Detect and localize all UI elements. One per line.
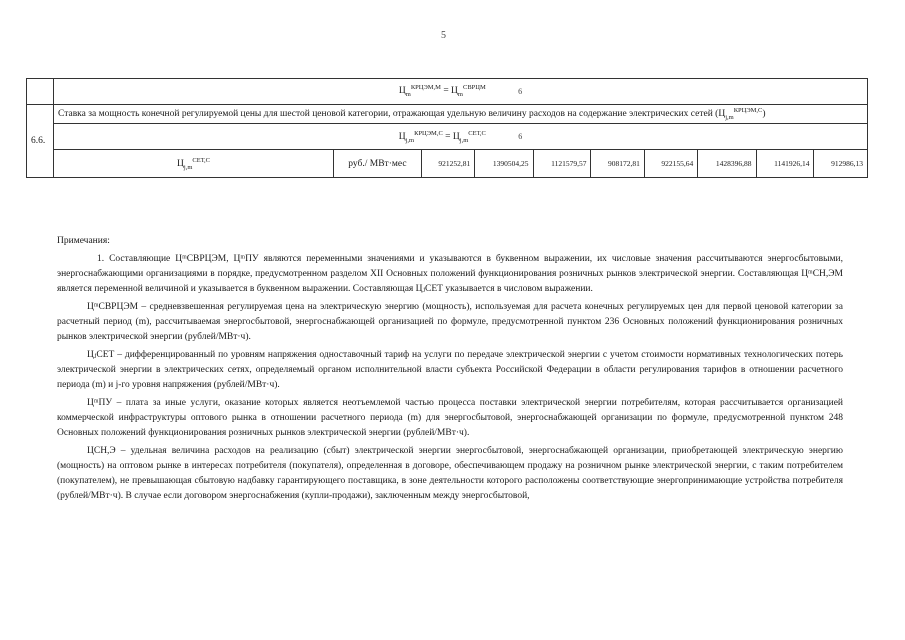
row-number: 6.6. [27,105,54,178]
formula-symbol: Ц [398,86,406,97]
value-cell: 1141926,14 [756,150,814,178]
formula-symbol: Ц [398,131,406,142]
formula-row-2 [27,124,868,150]
description-sub: j,m [725,114,734,122]
label-sub: j,m [183,163,193,171]
description-text: Ставка за мощность конечной регулируемой цены для шестой ценовой категории, отражающая удельную величину расходов на содержание электрических сетей (Ц [58,109,726,120]
formula-sup: СВРЦМ [462,84,486,92]
formula-sub: j,m [459,136,469,144]
tariff-table [26,78,868,178]
data-row [27,150,868,178]
note-paragraph-3: ЦⱼСЕТ – дифференцированный по уровням напряжения одноставочный тариф на услуги по передаче электрической энергии с учетом стоимости нормативных технологических потерь электрической энергии в электрических сетях, определяемый органом исполнительной власти субъекта Российской Федерации в области регулирования тарифов в отношении расчетного периода (m) и j-го уровня напряжения (рублей/МВт·ч). [57,350,843,390]
value-cell: 908172,81 [591,150,644,178]
note-paragraph-4: ЦᵐПУ – плата за иные услуги, оказание которых является неотъемлемой частью процесса поставки электрической энергии потребителям, которая рассчитывается организацией коммерческой инфраструктуры оптового рынка в отношении расчетного периода (m) для энергосбытовой, энергоснабжающей организации по формуле, предусмотренной пунктом 248 Основных положений функционирования розничных рынков электрической энергии (рублей/МВт·ч). [57,398,843,438]
formula-row-1 [27,79,868,105]
formula-sup: СЕТ,С [468,129,486,137]
note-paragraph-1: 1. Составляющие ЦᵐСВРЦЭМ, ЦᵐПУ являются переменными значениями и указываются в буквенном выражении, их числовые значения рассчитываются энергосбытовыми, энергоснабжающими организациями в порядке, предусмотренном разделом XII Основных положений функционирования розничных рынков электрической энергии. Составляющая ЦᵐСН,ЭМ является переменной величиной и указывается в буквенном выражении. Составляющая ЦⱼСЕТ указывается в числовом выражении. [57,254,843,294]
formula-sub: m [405,91,411,99]
value-cell: 912986,13 [814,150,868,178]
page-number: 5 [441,30,446,41]
value-cell: 921252,81 [421,150,474,178]
formula-cell-2 [54,124,868,150]
description-end: ) [762,109,766,120]
formula-note: 6 [518,131,523,141]
formula-sub: j,m [405,136,415,144]
formula-eq: = [443,86,449,97]
row-6-6 [27,105,868,124]
value-cell: 922155,64 [644,150,697,178]
row-6-6-description [54,105,868,124]
value-cell: 1121579,57 [533,150,591,178]
note-paragraph-2: ЦᵐСВРЦЭМ – средневзвешенная регулируемая цена на электрическую энергию (мощность), используемая для расчета конечных регулируемых цен для первой ценовой категории за расчетный период (m), рассчитываемая энергосбытовой, энергоснабжающей организацией по формуле, предусмотренной пунктом 236 Основных положений функционирования розничных рынков электрической энергии (рублей/МВт·ч). [57,302,843,342]
unit-cell: руб./ МВт·мес [334,150,422,178]
label-sup: СЕТ,С [192,156,210,164]
formula-sup: КРЦЭМ,С [414,129,443,137]
formula-cell-1 [54,79,868,105]
empty-num-cell [27,79,54,105]
value-cell: 1428396,88 [698,150,756,178]
formula-note: 6 [518,86,523,96]
value-cell: 1390504,25 [475,150,533,178]
formula-symbol: Ц [452,131,460,142]
notes-section [57,234,843,507]
formula-sup: КРЦЭМ,М [410,84,441,92]
label-symbol: Ц [177,158,184,169]
description-sup: КРЦЭМ,С [733,107,763,114]
notes-heading: Примечания: [57,236,110,246]
note-paragraph-5: ЦСН,Э – удельная величина расходов на реализацию (сбыт) электрической энергии энергосбытовой, энергоснабжающей организации, приобретающей электрическую энергию (мощность) на оптовом рынке в интересах потребителя (покупателя), определенная в договоре, обеспечивающем продажу на розничном рынке электрической энергии, с таким потребителем (покупателем), не превышающая сбытовую надбавку гарантирующего поставщика, в зоне деятельности которого расположены соответствующие энергопринимающие устройства потребителя (рублей/МВт·ч). В случае если договором энергоснабжения (купли-продажи), заключенным между энергосбытовой, [57,446,843,501]
formula-symbol: Ц [451,86,458,97]
data-row-label [54,150,334,178]
formula-eq: = [445,131,451,142]
formula-sub: m [457,91,463,99]
